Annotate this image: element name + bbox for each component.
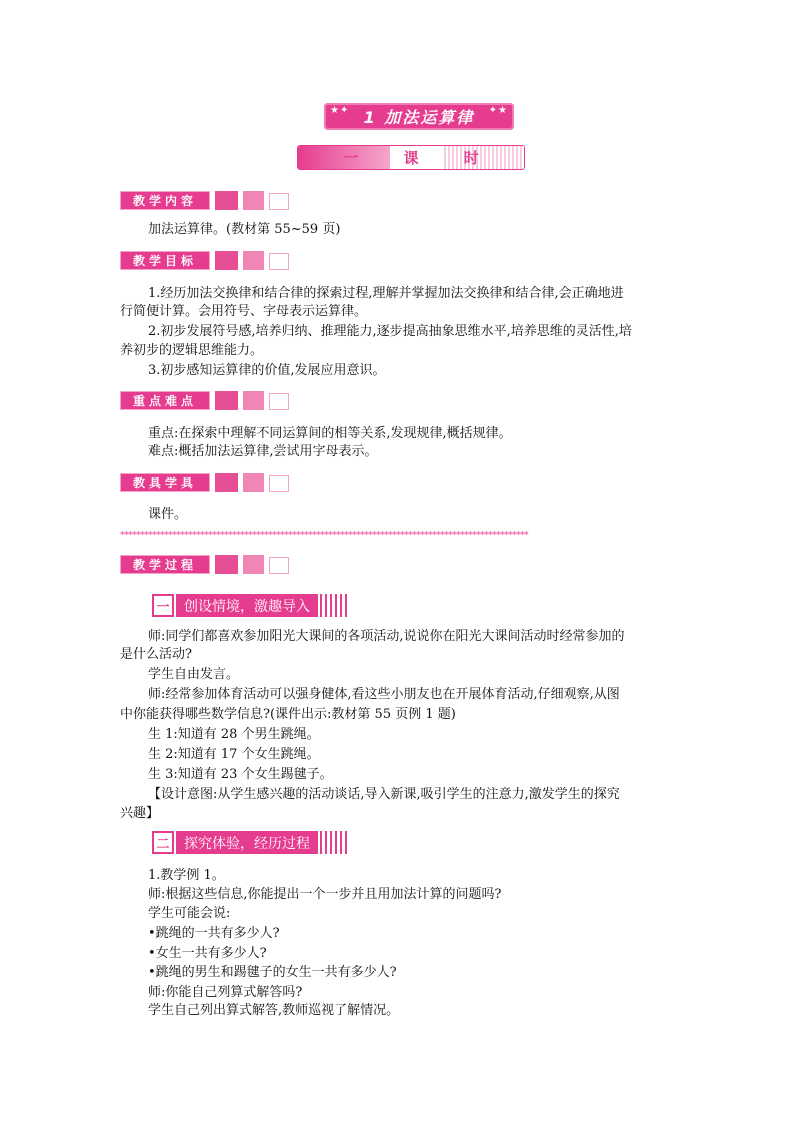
bullet-item: •跳绳的男生和踢毽子的女生一共有多少人? xyxy=(148,965,397,980)
step-2-header xyxy=(152,831,348,854)
goal-2-line-1: 2.初步发展符号感,培养归纳、推理能力,逐步提高抽象思维水平,培养思维的灵活性,培 xyxy=(148,324,632,339)
paragraph: 学生可能会说: xyxy=(148,906,231,921)
lesson-title: 1 加法运算律 xyxy=(363,108,475,127)
section-header-goals xyxy=(120,251,289,270)
student-answer: 生 3:知道有 23 个女生踢毽子。 xyxy=(148,767,333,782)
step-number: 二 xyxy=(152,831,174,854)
decor-square xyxy=(243,251,264,270)
section-header-content xyxy=(120,191,289,210)
decor-square xyxy=(269,557,289,574)
step-title: 创设情境，激趣导入 xyxy=(176,594,318,617)
step-title: 探究体验，经历过程 xyxy=(176,831,318,854)
decor-square xyxy=(215,191,238,210)
design-intent: 【设计意图:从学生感兴趣的活动谈话,导入新课,吸引学生的注意力,激发学生的探究 xyxy=(148,787,620,802)
paragraph: 师:根据这些信息,你能提出一个一步并且用加法计算的问题吗? xyxy=(148,887,502,902)
star-divider: ****************************************************************************************************** xyxy=(120,531,528,541)
star-decoration-icon: ✦★ xyxy=(488,105,508,116)
decor-square xyxy=(243,473,264,492)
paragraph: 中你能获得哪些数学信息?(课件出示:教材第 55 页例 1 题) xyxy=(120,707,456,722)
section-label: 教学目标 xyxy=(120,251,210,270)
tools-text: 课件。 xyxy=(148,507,188,522)
decor-square xyxy=(215,473,238,492)
decor-square xyxy=(243,555,264,574)
lesson-period-bar xyxy=(297,145,525,170)
section-label: 教学过程 xyxy=(120,555,210,574)
difficult-point: 难点:概括加法运算律,尝试用字母表示。 xyxy=(148,444,378,459)
step-1-header xyxy=(152,594,348,617)
decor-square xyxy=(215,251,238,270)
paragraph: 学生自己列出算式解答,教师巡视了解情况。 xyxy=(148,1003,400,1018)
decor-square xyxy=(269,475,289,492)
goal-1-line-1: 1.经历加法交换律和结合律的探索过程,理解并掌握加法交换律和结合律,会正确地进 xyxy=(148,286,624,301)
decor-square xyxy=(269,393,289,410)
decor-square xyxy=(269,253,289,270)
decor-square xyxy=(269,193,289,210)
bullet-item: •女生一共有多少人? xyxy=(148,946,267,961)
content-text: 加法运算律。(教材第 55~59 页) xyxy=(148,222,341,237)
lesson-title-banner xyxy=(324,103,514,130)
paragraph: 师:你能自己列算式解答吗? xyxy=(148,985,303,1000)
decor-square xyxy=(243,191,264,210)
decor-square xyxy=(215,555,238,574)
section-header-key-points xyxy=(120,391,289,410)
section-header-process xyxy=(120,555,289,574)
goal-3: 3.初步感知运算律的价值,发展应用意识。 xyxy=(148,363,386,378)
student-answer: 生 2:知道有 17 个女生跳绳。 xyxy=(148,747,320,762)
step-number: 一 xyxy=(152,594,174,617)
section-label: 教学内容 xyxy=(120,191,210,210)
section-label: 重点难点 xyxy=(120,391,210,410)
paragraph: 是什么活动? xyxy=(120,647,192,662)
paragraph: 学生自由发言。 xyxy=(148,667,240,682)
step-stripes xyxy=(320,831,348,854)
decor-square xyxy=(243,391,264,410)
goal-1-line-2: 行简便计算。会用符号、字母表示运算律。 xyxy=(120,304,368,319)
star-decoration-icon: ★✦ xyxy=(330,105,350,116)
key-point: 重点:在探索中理解不同运算间的相等关系,发现规律,概括规律。 xyxy=(148,426,512,441)
bullet-item: •跳绳的一共有多少人? xyxy=(148,926,280,941)
design-intent: 兴趣】 xyxy=(120,806,160,821)
paragraph: 师:经常参加体育活动可以强身健体,看这些小朋友也在开展体育活动,仔细观察,从图 xyxy=(148,687,620,702)
section-label: 教具学具 xyxy=(120,473,210,492)
section-header-tools xyxy=(120,473,289,492)
student-answer: 生 1:知道有 28 个男生跳绳。 xyxy=(148,727,320,742)
paragraph: 1.教学例 1。 xyxy=(148,868,225,883)
goal-2-line-2: 养初步的逻辑思维能力。 xyxy=(120,343,264,358)
step-stripes xyxy=(320,594,348,617)
decor-square xyxy=(215,391,238,410)
lesson-period-label: 一 课 时 xyxy=(343,149,499,167)
paragraph: 师:同学们都喜欢参加阳光大课间的各项活动,说说你在阳光大课间活动时经常参加的 xyxy=(148,629,625,644)
